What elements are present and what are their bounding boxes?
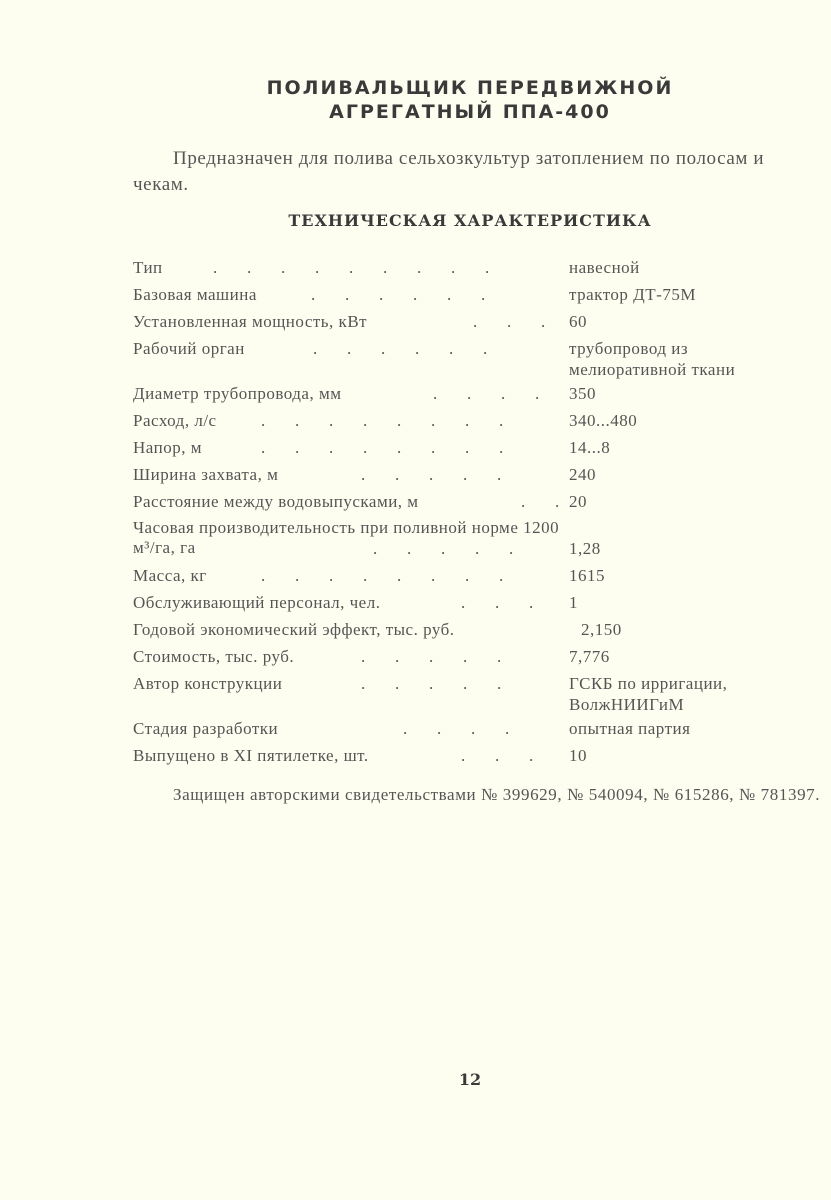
leader-dots: . . . . . . [313, 339, 488, 358]
patent-footnote: Защищен авторскими свидетельствами № 399629, № 540094, № 615286, № 781397. [173, 785, 821, 804]
spec-value: 240 [569, 465, 596, 484]
spec-label: Годовой экономический эффект, тыс. руб. [133, 620, 455, 639]
leader-dots: . . . . [403, 719, 510, 738]
spec-label: Часовая производительность при поливной норме 1200 м³/га, га [133, 518, 560, 557]
leader-dots: . . . . . . . . . [213, 258, 490, 277]
section-heading: ТЕХНИЧЕСКАЯ ХАРАКТЕРИСТИКА [288, 211, 652, 230]
intro-paragraph: Предназначен для полива сельхозкультур затоплением по полосам и чекам. [133, 148, 765, 195]
spec-label: Автор конструкции [133, 674, 283, 693]
spec-label: Стадия разработки [133, 719, 279, 738]
spec-label: Базовая машина [133, 285, 257, 304]
spec-label: Ширина захвата, м [133, 465, 279, 484]
leader-dots: . . . [473, 312, 546, 331]
spec-value: 20 [569, 492, 587, 511]
leader-dots: . . . . . . . . [261, 411, 504, 430]
spec-label: Обслуживающий персонал, чел. [133, 593, 381, 612]
spec-label: Диаметр трубопровода, мм [133, 384, 342, 403]
leader-dots: . . . . . . . . [261, 566, 504, 585]
leader-dots: . . . . . [361, 647, 502, 666]
spec-value: 1615 [569, 566, 605, 585]
spec-value: 10 [569, 746, 587, 765]
leader-dots: . . . [461, 746, 534, 765]
spec-value: ГСКБ по ирригации, ВолжНИИГиМ [569, 674, 728, 714]
spec-value: 350 [569, 384, 596, 403]
leader-dots: . . . . . . . . [261, 438, 504, 457]
leader-dots: . . . . . [361, 465, 502, 484]
spec-label: Расход, л/с [133, 411, 217, 430]
spec-value: 60 [569, 312, 587, 331]
leader-dots: . . . . . [361, 674, 502, 693]
leader-dots: . . [521, 492, 560, 511]
spec-value: 1,28 [569, 539, 601, 558]
spec-label: Расстояние между водовыпусками, м [133, 492, 419, 511]
spec-label: Установленная мощность, кВт [133, 312, 368, 331]
title-line-1: ПОЛИВАЛЬЩИК ПЕРЕДВИЖНОЙ [266, 77, 674, 99]
leader-dots: . . . . . . [311, 285, 486, 304]
spec-value: опытная партия [569, 719, 691, 738]
spec-label: Масса, кг [133, 566, 207, 585]
spec-value: 340...480 [569, 411, 638, 430]
spec-value: навесной [569, 258, 640, 277]
leader-dots: . . . . . [373, 539, 514, 558]
spec-label: Выпущено в XI пятилетке, шт. [133, 746, 369, 765]
page-number: 12 [458, 1070, 482, 1089]
spec-value: трактор ДТ-75М [569, 285, 696, 304]
spec-label: Стоимость, тыс. руб. [133, 647, 295, 666]
spec-label: Напор, м [133, 438, 202, 457]
spec-value: 2,150 [581, 620, 622, 639]
leader-dots: . . . [461, 593, 534, 612]
title-line-2: АГРЕГАТНЫЙ ППА-400 [329, 101, 611, 123]
spec-value: 1 [569, 593, 578, 612]
spec-value: 14...8 [569, 438, 611, 457]
spec-value: трубопровод из мелиоративной ткани [569, 339, 736, 379]
leader-dots: . . . . [433, 384, 540, 403]
spec-label: Рабочий орган [133, 339, 245, 358]
spec-value: 7,776 [569, 647, 610, 666]
spec-label: Тип [133, 258, 163, 277]
